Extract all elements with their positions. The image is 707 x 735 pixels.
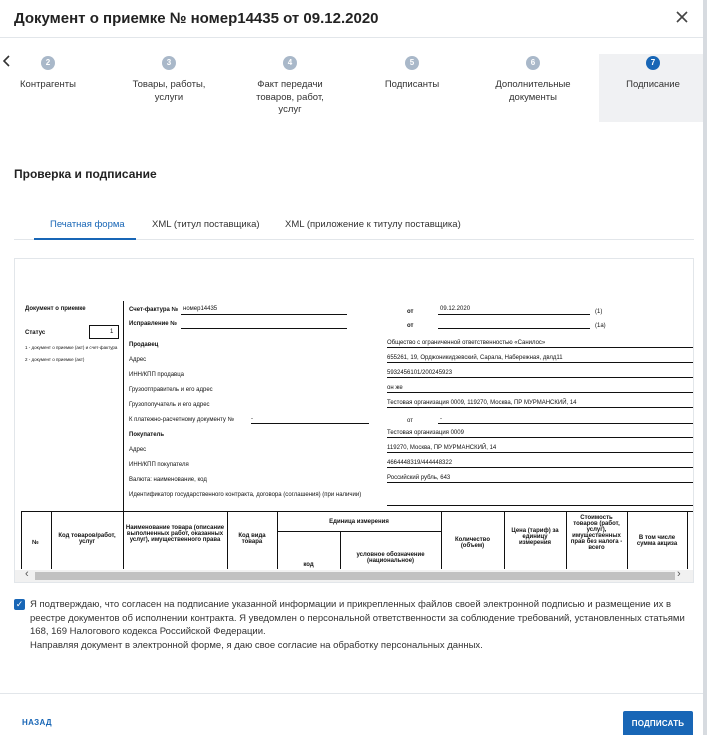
step-number: 5 (405, 56, 419, 70)
col-name: Наименование товара (описание выполненных работ, оказанных услуг), имущественного права (125, 525, 225, 543)
seller-inn-label: ИНН/КПП продавца (129, 372, 185, 378)
col-unit-code: код (303, 562, 314, 568)
col-kind: Код вида товара (238, 533, 266, 545)
scroll-shadow (703, 0, 707, 735)
buyer-label: Покупатель (129, 432, 165, 438)
payment-label: К платежно-расчетному документу № (129, 417, 235, 423)
modal-title: Документ о приемке № номер14435 от 09.12.2020 (14, 10, 379, 27)
table-border (340, 531, 341, 569)
shipper-label: Грузоотправитель и его адрес (129, 387, 213, 393)
currency-value: Российский рубль, 643 (387, 475, 451, 481)
line (387, 377, 694, 378)
col-price: Цена (тариф) за единицу измерения (511, 528, 559, 546)
table-border (51, 511, 52, 569)
consent-text (30, 598, 694, 652)
seller-address-label: Адрес (129, 357, 147, 363)
close-icon[interactable] (675, 2, 689, 28)
buyer-address: 119270, Москва, ПР МУРМАНСКИЙ, 14 (387, 445, 497, 451)
from-label: от (407, 323, 414, 329)
status-value: 1 (110, 329, 114, 335)
consent-checkbox[interactable]: ✓ (15, 599, 24, 609)
line (387, 362, 694, 363)
table-border (687, 511, 688, 569)
step-number: 4 (283, 56, 297, 70)
buyer-address-label: Адрес (129, 447, 147, 453)
from-label: от (407, 309, 414, 315)
step-label: Подписанты (384, 79, 440, 90)
active-tab-indicator (34, 238, 136, 240)
col-unit-name: условное обозначение (национальное) (356, 552, 425, 564)
divider (123, 301, 124, 511)
consignee-label: Грузополучатель и его адрес (129, 402, 210, 408)
line (387, 347, 694, 348)
line (181, 328, 347, 329)
step-label: Контрагенты (20, 79, 76, 90)
correction-label: Исправление № (129, 321, 177, 327)
ref-1a: (1а) (595, 323, 606, 329)
step-number: 3 (162, 56, 176, 70)
back-button[interactable]: НАЗАД (22, 718, 52, 727)
section-title: Проверка и подписание (14, 167, 157, 181)
step-additional-docs[interactable] (490, 54, 576, 104)
scroll-left-icon[interactable]: ‹ (25, 568, 29, 580)
step-signing[interactable] (599, 54, 707, 122)
line (387, 467, 694, 468)
col-code: Код товаров/работ, услуг (58, 533, 116, 545)
step-signers[interactable] (372, 54, 452, 92)
line (387, 407, 694, 408)
tab-print-form[interactable]: Печатная форма (50, 219, 125, 230)
step-number: 7 (646, 56, 660, 70)
seller-value: Общество с ограниченной ответственностью «Санилос» (387, 340, 546, 346)
line (438, 328, 590, 329)
table-border (21, 511, 22, 569)
consent-line-1: Я подтверждаю, что согласен на подписание указанной информации и прикрепленных файлов своей электронной подписью и размещение их в реестре документов об исполнении контракта. Я уведомлен о персональной ответственности за соблюдение требований, установленных статьями 168, 169 Налогового кодекса Российской Федерации. (30, 599, 685, 638)
chevron-left-icon[interactable] (3, 54, 11, 70)
col-cost: Стоимость товаров (работ, услуг), имущественных прав без налога - всего (570, 515, 623, 551)
line (181, 314, 347, 315)
buyer-inn: 4664448319/444448322 (387, 460, 453, 466)
invoice-number: номер14435 (183, 306, 218, 312)
modal-header (0, 0, 707, 38)
step-transfer[interactable] (245, 54, 335, 117)
col-unit: Единица измерения (329, 519, 389, 525)
line (387, 452, 694, 453)
buyer-value: Тестовая организация 0009 (387, 430, 464, 436)
table-border (123, 511, 124, 569)
step-number: 2 (41, 56, 55, 70)
payment-from: от (407, 418, 413, 424)
table-border (441, 511, 442, 569)
line (387, 482, 694, 483)
step-goods[interactable] (126, 54, 212, 104)
status-label: Статус (25, 330, 46, 336)
buyer-inn-label: ИНН/КПП покупателя (129, 462, 189, 468)
col-qty: Количество (объем) (455, 537, 490, 549)
print-form (15, 259, 694, 569)
currency-label: Валюта: наименование, код (129, 477, 207, 483)
table-border (566, 511, 567, 569)
stepper (0, 54, 707, 122)
tab-xml-appendix[interactable]: XML (приложение к титулу поставщика) (285, 219, 461, 230)
table-border (504, 511, 505, 569)
step-label: Дополнительные документы (495, 79, 571, 103)
line (438, 423, 694, 424)
contract-label: Идентификатор государственного контракта, договора (соглашения) (при наличии) (129, 492, 362, 498)
line (251, 423, 369, 424)
seller-inn: 5932456101/200245923 (387, 370, 453, 376)
line (387, 437, 694, 438)
status-box (89, 325, 119, 339)
status-note-2: 2 - документ о приемке (акт) (25, 357, 85, 362)
tab-xml-supplier[interactable]: XML (титул поставщика) (152, 219, 260, 230)
line (387, 505, 694, 506)
seller-address: 655261, 19, Орджоникидзевский, Сарала, Набережная, двлд11 (387, 355, 563, 361)
horizontal-scrollbar[interactable] (15, 570, 693, 582)
tab-bar (14, 213, 694, 240)
col-excise: В том числе сумма акциза (636, 535, 678, 547)
step-number: 6 (526, 56, 540, 70)
table-border (277, 531, 441, 532)
scrollbar-thumb[interactable] (35, 572, 675, 580)
status-note-1: 1 - документ о приемке (акт) и счет-фактура (25, 345, 118, 350)
payment-date: - (440, 416, 442, 422)
step-label: Факт передачи товаров, работ, услуг (256, 79, 324, 115)
table-border (227, 511, 228, 569)
table-top-border (21, 511, 694, 512)
payment-number: - (251, 416, 253, 422)
table-border (627, 511, 628, 569)
seller-label: Продавец (129, 342, 159, 348)
left-title: Документ о приемке (25, 306, 86, 312)
consent-line-2: Направляя документ в электронной форме, я даю свое согласие на обработку персональных данных. (30, 639, 483, 651)
step-contragents[interactable] (12, 54, 84, 92)
document-preview[interactable] (14, 258, 694, 583)
consignee-value: Тестовая организация 0009, 119270, Москва, ПР МУРМАНСКИЙ, 14 (387, 400, 577, 406)
step-label: Подписание (626, 79, 680, 90)
invoice-label: Счет-фактура № (129, 307, 179, 313)
line (438, 314, 590, 315)
modal-footer (0, 693, 707, 735)
scroll-right-icon[interactable]: › (677, 568, 681, 580)
sign-button[interactable]: ПОДПИСАТЬ (623, 711, 693, 735)
invoice-date: 09.12.2020 (440, 306, 471, 312)
line (387, 392, 694, 393)
step-label: Товары, работы, услуги (132, 79, 206, 103)
ref-1: (1) (595, 309, 603, 315)
shipper-value: он же (387, 385, 403, 391)
col-num: № (32, 540, 39, 546)
